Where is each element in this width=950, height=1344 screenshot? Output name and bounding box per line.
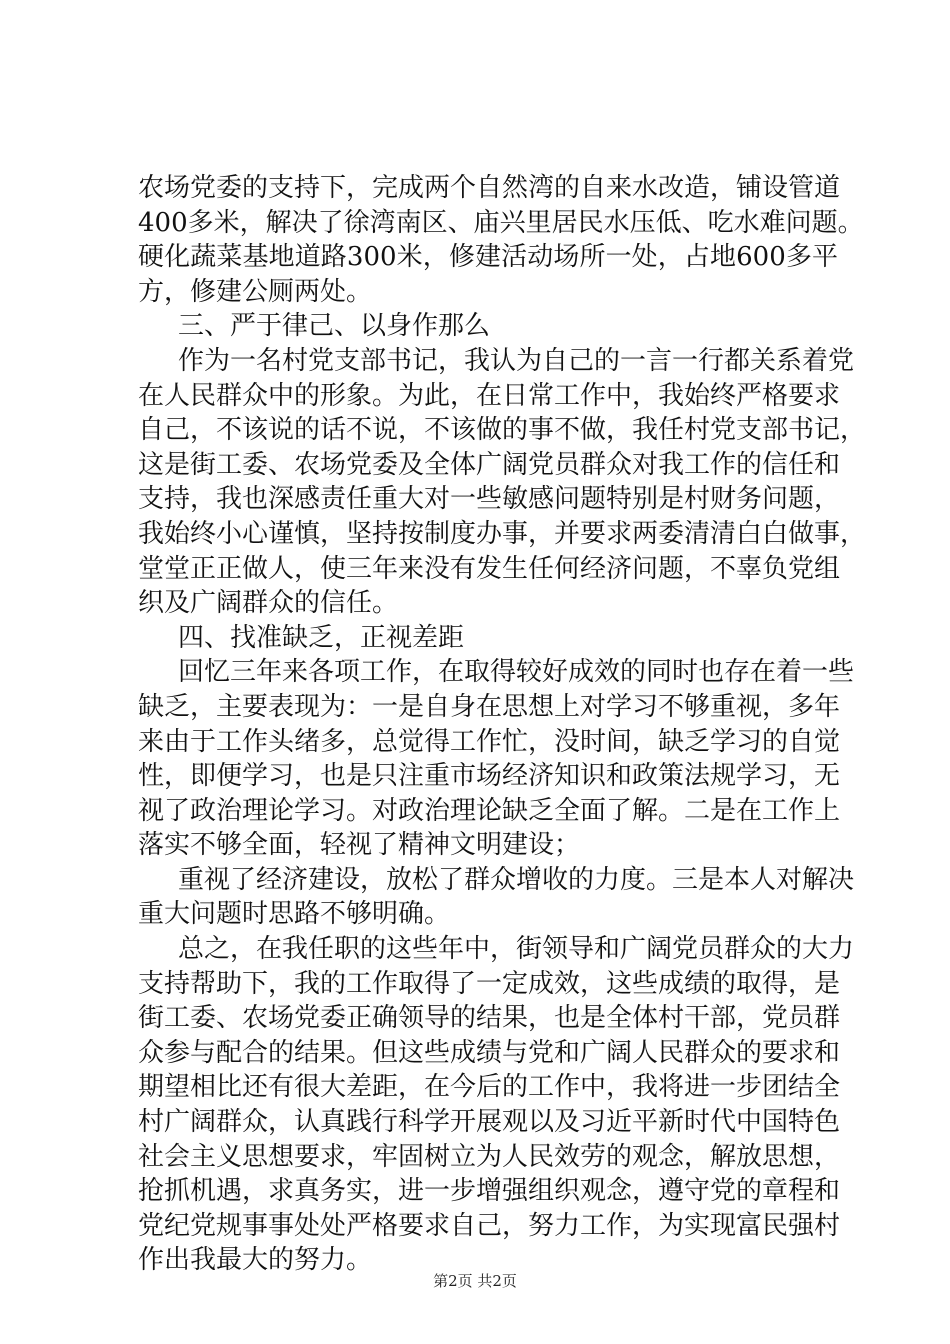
- text-line: 众参与配合的结果。但这些成绩与党和广阔人民群众的要求和: [138, 1037, 841, 1068]
- text-line: 作为一名村党支部书记，我认为自己的一言一行都关系着党: [178, 345, 855, 376]
- text-line: 堂堂正正做人，使三年来没有发生任何经济问题，不辜负党组: [138, 553, 841, 584]
- text-line: 400多米，解决了徐湾南区、庙兴里居民水压低、吃水难问题。: [138, 207, 864, 238]
- text-line: 我始终小心谨慎，坚持按制度办事，并要求两委清清白白做事，: [138, 518, 867, 549]
- page-footer: 第2页 共2页: [433, 1272, 517, 1290]
- text-line: 社会主义思想要求，牢固树立为人民效劳的观念，解放思想，: [138, 1141, 841, 1172]
- text-line: 街工委、农场党委正确领导的结果，也是全体村干部，党员群: [138, 1003, 841, 1034]
- text-line: 农场党委的支持下，完成两个自然湾的自来水改造，铺设管道: [138, 173, 841, 203]
- text-line: 视了政治理论学习。对政治理论缺乏全面了解。二是在工作上: [138, 795, 841, 826]
- text-line: 缺乏，主要表现为：一是自身在思想上对学习不够重视，多年: [138, 691, 841, 722]
- text-line: 硬化蔬菜基地道路300米，修建活动场所一处，占地600多平: [138, 242, 838, 273]
- document-body: [138, 171, 867, 1278]
- text-line: 重视了经济建设，放松了群众增收的力度。三是本人对解决: [178, 864, 855, 895]
- text-line: 党纪党规事事处处严格要求自己，努力工作，为实现富民强村: [138, 1210, 841, 1241]
- text-line: 这是街工委、农场党委及全体广阔党员群众对我工作的信任和: [138, 449, 841, 480]
- text-line: 织及广阔群众的信任。: [138, 588, 399, 619]
- text-line: 落实不够全面，轻视了精神文明建设；: [138, 830, 581, 861]
- text-line: 总之，在我任职的这些年中，街领导和广阔党员群众的大力: [178, 934, 855, 965]
- text-line: 作出我最大的努力。: [138, 1245, 373, 1276]
- text-line: 期望相比还有很大差距，在今后的工作中，我将进一步团结全: [138, 1072, 841, 1103]
- text-line: 村广阔群众，认真践行科学开展观以及习近平新时代中国特色: [138, 1107, 841, 1138]
- text-line: 性，即便学习，也是只注重市场经济知识和政策法规学习，无: [138, 761, 841, 792]
- text-line: 自己，不该说的话不说，不该做的事不做，我任村党支部书记，: [138, 415, 867, 446]
- text-line: 支持帮助下，我的工作取得了一定成效，这些成绩的取得，是: [138, 968, 841, 999]
- text-line: 方，修建公厕两处。: [138, 276, 373, 307]
- section-heading: 三、严于律己、以身作那么: [178, 311, 491, 342]
- text-line: 来由于工作头绪多，总觉得工作忙，没时间，缺乏学习的自觉: [138, 726, 841, 757]
- section-heading: 四、找准缺乏，正视差距: [178, 622, 465, 653]
- text-line: 重大问题时思路不够明确。: [138, 899, 451, 930]
- text-line: 回忆三年来各项工作，在取得较好成效的同时也存在着一些: [178, 657, 855, 688]
- text-line: 支持，我也深感责任重大对一些敏感问题特别是村财务问题，: [138, 484, 841, 515]
- text-line: 在人民群众中的形象。为此，在日常工作中，我始终严格要求: [138, 380, 841, 411]
- text-line: 抢抓机遇，求真务实，进一步增强组织观念，遵守党的章程和: [138, 1176, 841, 1207]
